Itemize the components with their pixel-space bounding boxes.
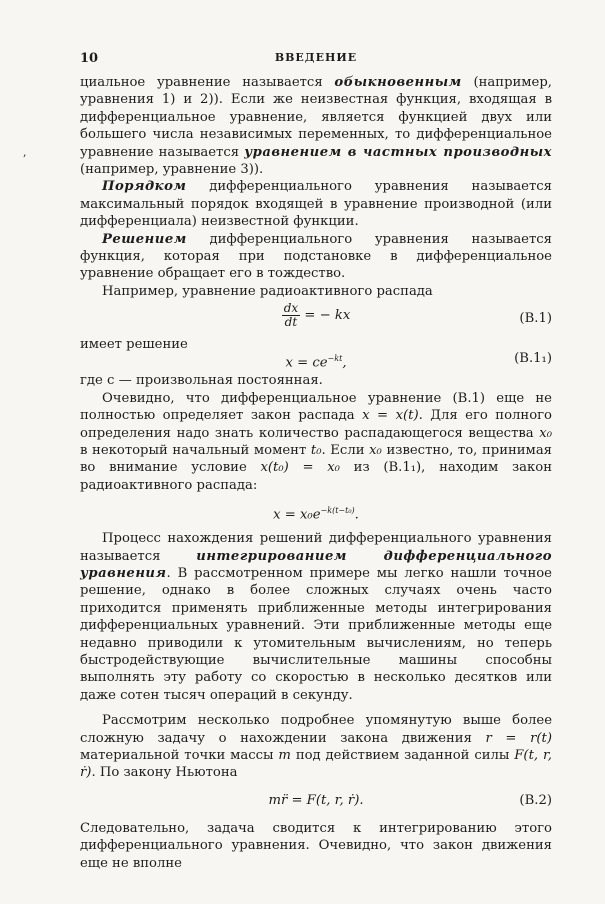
paragraph-7	[80, 530, 552, 704]
exponent: −k(t−t₀)	[320, 506, 355, 516]
equation-body: mr̈ = F(t, r, ṙ).	[268, 792, 364, 808]
text-run: Процесс нахождения решений дифференциального уравнения называется	[80, 531, 552, 564]
running-head: ВВЕДЕНИЕ	[274, 51, 358, 64]
term: уравнением в частных производных	[244, 144, 552, 160]
page-header	[80, 51, 552, 69]
math: t₀	[310, 442, 322, 458]
equation-tail: ,	[342, 355, 347, 371]
math: m	[278, 748, 291, 763]
math: x₀	[369, 442, 382, 458]
term: обыкновенным	[334, 75, 462, 90]
exponent: −kt	[327, 354, 343, 364]
spacer	[80, 704, 552, 712]
text-run: . Если	[321, 442, 370, 458]
equation-rhs: = − kx	[304, 308, 351, 324]
term: Порядком	[102, 179, 187, 195]
numerator: dx	[283, 301, 299, 316]
text-run: в некоторый начальный момент	[80, 442, 311, 458]
fraction	[282, 302, 300, 329]
equation-base: x = x₀e	[273, 507, 321, 523]
equation-body	[80, 302, 552, 329]
equation-number: (B.1₁)	[514, 351, 552, 367]
text-run: циальное уравнение называется	[80, 75, 335, 90]
math: x = x(t)	[362, 408, 419, 424]
math: x(t₀) = x₀	[260, 460, 340, 476]
equation-lead-text: имеет решение	[80, 337, 188, 353]
text-run: . По закону Ньютона	[91, 765, 238, 781]
body-text	[80, 74, 552, 872]
text-run: из (В.1₁), находим закон радиоактивного распада:	[80, 460, 552, 493]
math: x₀	[539, 425, 552, 441]
equation-tail: .	[354, 507, 359, 523]
equation-decay-law	[80, 494, 552, 530]
text-run: Рассмотрим несколько подробнее упомянутую выше более сложную задачу о нахождении закона движения	[80, 713, 552, 746]
math: r = r(t)	[485, 730, 552, 746]
equation-b1-1	[80, 336, 552, 372]
term: интегрированием дифференциального уравнения	[80, 548, 553, 581]
paragraph-3	[80, 231, 552, 283]
equation-base: x = ce	[285, 355, 328, 371]
paragraph-9: Следовательно, задача сводится к интегрированию этого дифференциального уравнения. Очевидно, что закон движения еще не вполне	[80, 820, 552, 871]
text-run: дифференциального уравнения называется функция, которая при подстановке в дифференциальное уравнение обращает его в тождество.	[80, 231, 552, 282]
text-run: . Для его полного определения надо знать количество распадающегося вещества	[80, 408, 552, 441]
text-run: . В рассмотренном примере мы легко нашли точное решение, однако в более сложных случаях очень часто приходится применять приближенные методы интегрирования дифференциальных уравнений. Эти приближенные методы еще недавно приводили к утомительным вычислениям, но теперь быстродействующие вычислительные машины способны выполнять эту работу со скоростью в несколько десятков или даже сотен тысяч операций в секунду.	[80, 565, 552, 703]
equation-number: (B.1)	[519, 311, 552, 327]
equation-body	[80, 502, 552, 524]
page-number: 10	[80, 51, 99, 66]
paragraph-5: где c — произвольная постоянная.	[80, 373, 323, 389]
text-run: (например, уравнения 1) и 2)). Если же неизвестная функция, входящая в дифференциальное уравнение, является функцией двух или большего числа независимых переменных, то дифференциальное уравнение называется	[80, 75, 552, 160]
equation-b2	[80, 782, 552, 820]
math: F(t, r, ṙ)	[80, 748, 552, 781]
term: Решением	[102, 231, 187, 247]
paragraph-1	[80, 74, 552, 178]
equation-b1	[80, 300, 552, 336]
equation-body	[80, 350, 552, 372]
paragraph-8	[80, 712, 552, 782]
text-run: материальной точки массы	[80, 748, 279, 763]
margin-mark: ,	[23, 146, 27, 159]
paragraph-6	[80, 390, 552, 494]
text-run: (например, уравнение 3)).	[80, 162, 264, 178]
text-run: дифференциального уравнения называется максимальный порядок входящей в уравнение производной (или дифференциала) неизвестной функции.	[80, 179, 552, 230]
paragraph-4: Например, уравнение радиоактивного распада	[102, 283, 433, 299]
equation-number: (B.2)	[519, 792, 552, 808]
paragraph-2	[80, 178, 552, 230]
text-run: известно, то, принимая во внимание условие	[80, 442, 553, 476]
text-run: под действием заданной силы	[290, 748, 515, 763]
denominator: dt	[284, 315, 298, 330]
text-run: Очевидно, что дифференциальное уравнение (В.1) еще не полностью определяет закон распада	[80, 390, 552, 424]
